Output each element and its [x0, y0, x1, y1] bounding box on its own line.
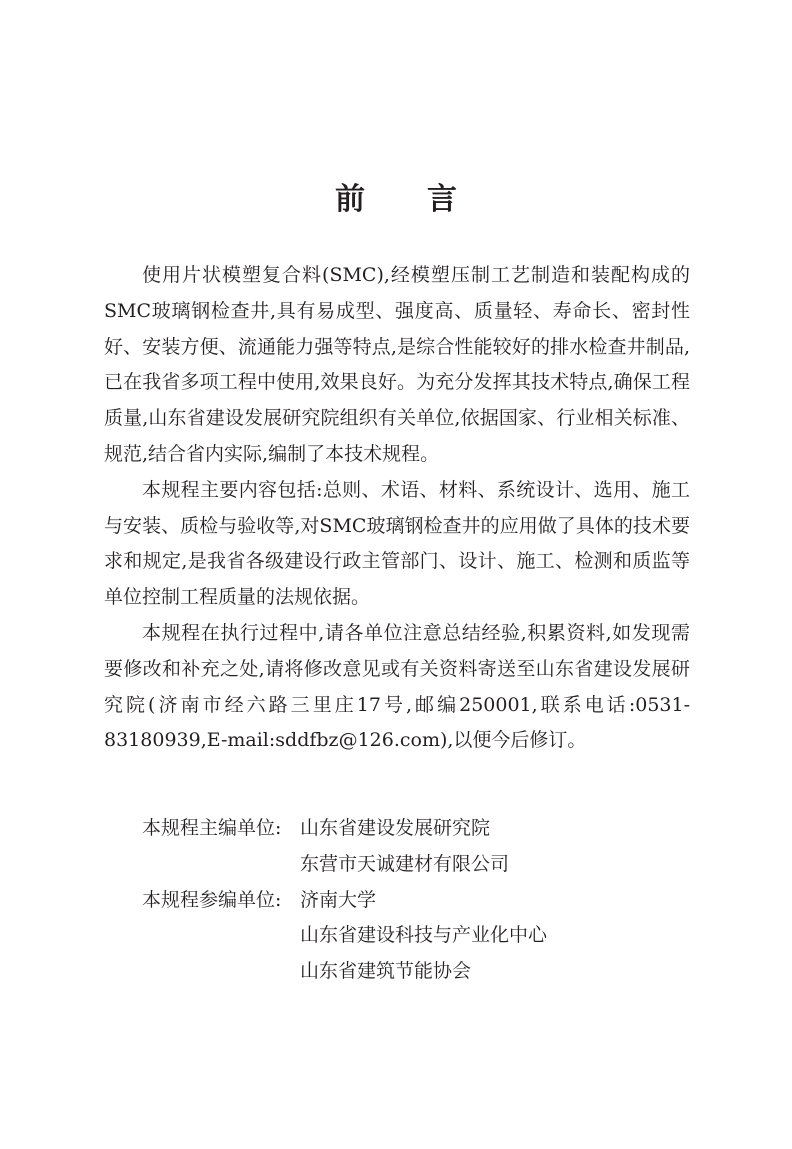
page-title: 前言: [335, 182, 519, 217]
participating-unit-row: [142, 918, 547, 954]
participating-units-label: 本规程参编单位:: [142, 888, 282, 911]
chief-unit-name: 山东省建设发展研究院: [300, 817, 491, 839]
chief-unit-row: [142, 811, 547, 847]
chief-unit-name: 东营市天诚建材有限公司: [300, 852, 510, 875]
chief-unit-row: [142, 847, 547, 883]
paragraph-contents: 本规程主要内容包括:总则、术语、材料、系统设计、选用、施工与安装、质检与验收等,对SMC玻璃钢检查井的应用做了具体的技术要求和规定,是我省各级建设行政主管部门、设计、施工、检测和质监等单位控制工程质量的法规依据。: [104, 478, 690, 609]
editing-units: [142, 811, 547, 990]
preface-body: [104, 258, 690, 759]
paragraph-intro: 使用片状模塑复合料(SMC),经模塑压制工艺制造和装配构成的SMC玻璃钢检查井,具有易成型、强度高、质量轻、寿命长、密封性好、安装方便、流通能力强等特点,是综合性能较好的排水检查井制品,已在我省多项工程中使用,效果良好。为充分发挥其技术特点,确保工程质量,山东省建设发展研究院组织有关单位,依据国家、行业相关标准、规范,结合省内实际,编制了本技术规程。: [104, 264, 690, 465]
paragraph-feedback: 本规程在执行过程中,请各单位注意总结经验,积累资料,如发现需要修改和补充之处,请将修改意见或有关资料寄送至山东省建设发展研究院(济南市经六路三里庄17号,邮编250001,联系电话:0531-83180939,E-mail:sddfbz@126.com),以便今后修订。: [104, 621, 690, 752]
chief-units-label: 本规程主编单位:: [142, 817, 282, 839]
participating-unit-row: [142, 954, 547, 990]
participating-unit-name: 山东省建设科技与产业化中心: [300, 924, 548, 947]
participating-unit-name: 山东省建筑节能协会: [300, 960, 472, 983]
participating-unit-row: [142, 883, 547, 919]
participating-unit-name: 济南大学: [300, 888, 377, 911]
